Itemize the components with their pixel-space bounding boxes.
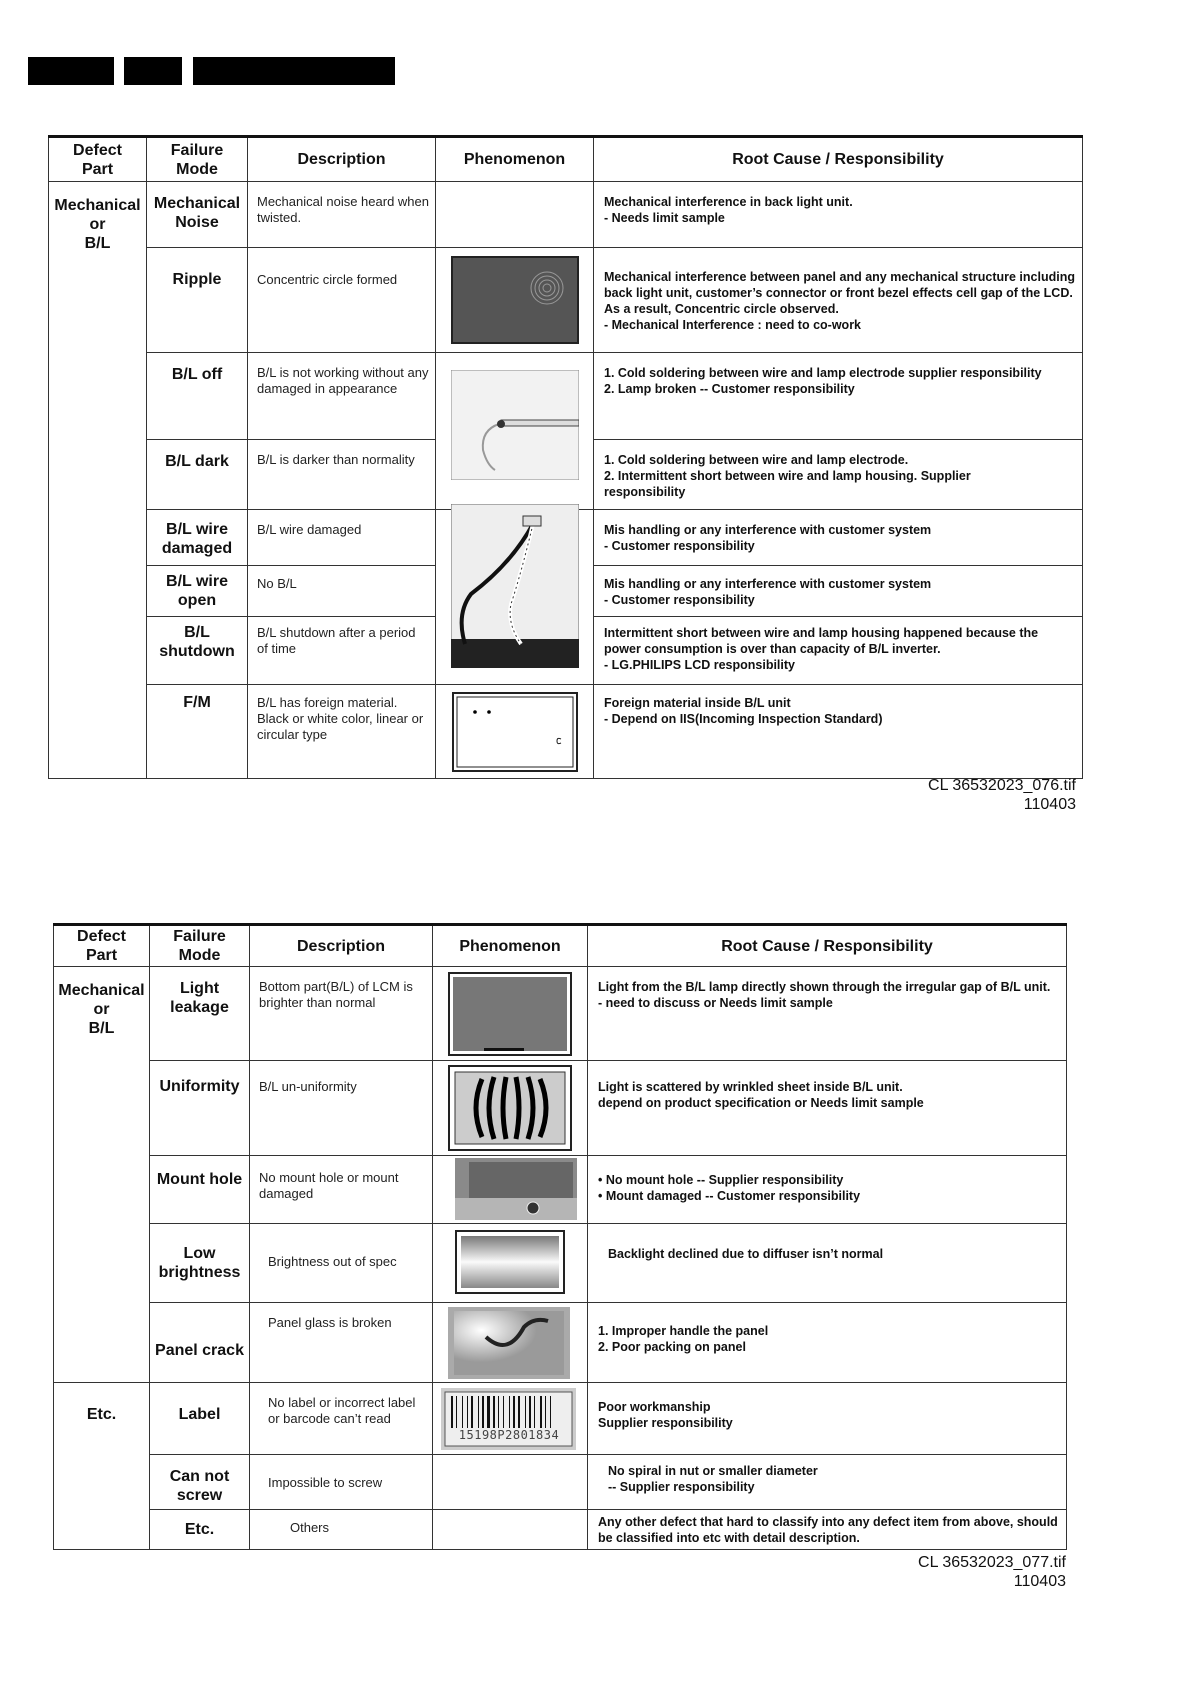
table-row xyxy=(54,1303,1067,1383)
failure-mode: Ripple xyxy=(147,248,248,353)
table-row xyxy=(54,1224,1067,1303)
phenomenon-cell xyxy=(433,1156,588,1224)
defect-table-2 xyxy=(53,923,1067,1550)
low-brightness-image xyxy=(455,1230,565,1294)
barcode-text: 15198P2801834 xyxy=(458,1428,560,1442)
description: No B/L xyxy=(248,566,436,617)
table-row xyxy=(54,1510,1067,1550)
phenomenon-cell xyxy=(433,1061,588,1156)
phenomenon-cell xyxy=(433,1224,588,1303)
failure-mode: B/L off xyxy=(147,353,248,440)
failure-mode: Panel crack xyxy=(150,1303,250,1383)
failure-mode: Uniformity xyxy=(150,1061,250,1156)
col-root-cause: Root Cause / Responsibility xyxy=(594,137,1083,182)
footer-2 xyxy=(790,1553,1066,1591)
phenomenon-cell xyxy=(436,248,594,353)
description: Concentric circle formed xyxy=(248,248,436,353)
col-failure-mode: Failure Mode xyxy=(150,925,250,967)
root-cause: Mechanical interference in back light unit. - Needs limit sample xyxy=(594,182,1083,248)
col-defect-part: Defect Part xyxy=(49,137,147,182)
failure-mode: B/L dark xyxy=(147,440,248,510)
description: B/L is darker than normality xyxy=(248,440,436,510)
phenomenon-cell xyxy=(433,1383,588,1455)
failure-mode: Low brightness xyxy=(150,1224,250,1303)
description: B/L has foreign material. Black or white color, linear or circular type xyxy=(248,685,436,779)
header-bar-3 xyxy=(193,57,395,85)
footer-file-2: CL 36532023_077.tif xyxy=(918,1554,1066,1571)
defect-part-cell: Mechanical or B/L xyxy=(49,182,147,779)
col-root-cause: Root Cause / Responsibility xyxy=(588,925,1067,967)
phenomenon-cell xyxy=(436,353,594,510)
table-row xyxy=(54,1455,1067,1510)
failure-mode: Can not screw xyxy=(150,1455,250,1510)
failure-mode: Label xyxy=(150,1383,250,1455)
root-cause: Backlight declined due to diffuser isn’t normal xyxy=(588,1224,1067,1303)
footer-1 xyxy=(800,776,1076,814)
failure-mode: B/L shutdown xyxy=(147,617,248,685)
failure-mode: Etc. xyxy=(150,1510,250,1550)
description: Bottom part(B/L) of LCM is brighter than normal xyxy=(250,967,433,1061)
root-cause: • No mount hole -- Supplier responsibility • Mount damaged -- Customer responsibility xyxy=(588,1156,1067,1224)
footer-date-1: 110403 xyxy=(1023,796,1076,813)
root-cause: Poor workmanship Supplier responsibility xyxy=(588,1383,1067,1455)
phenomenon-cell xyxy=(433,1455,588,1510)
description: No mount hole or mount damaged xyxy=(250,1156,433,1224)
failure-mode: Light leakage xyxy=(150,967,250,1061)
lamp-wire-image xyxy=(451,370,579,480)
table-row xyxy=(49,510,1083,566)
table-row xyxy=(49,685,1083,779)
table-row xyxy=(54,1383,1067,1455)
root-cause: Mis handling or any interference with customer system - Customer responsibility xyxy=(594,510,1083,566)
root-cause: 1. Cold soldering between wire and lamp electrode supplier responsibility 2. Lamp broken -- Customer responsibility xyxy=(594,353,1083,440)
root-cause: No spiral in nut or smaller diameter -- Supplier responsibility xyxy=(588,1455,1067,1510)
failure-mode: B/L wire damaged xyxy=(147,510,248,566)
description: No label or incorrect label or barcode can’t read xyxy=(250,1383,433,1455)
phenomenon-cell xyxy=(433,1510,588,1550)
phenomenon-cell xyxy=(436,685,594,779)
failure-mode: Mount hole xyxy=(150,1156,250,1224)
phenomenon-cell xyxy=(433,967,588,1061)
footer-file-1: CL 36532023_076.tif xyxy=(928,777,1076,794)
phenomenon-cell xyxy=(433,1303,588,1383)
description: Mechanical noise heard when twisted. xyxy=(248,182,436,248)
description: Others xyxy=(250,1510,433,1550)
light-leakage-image xyxy=(448,972,572,1056)
header-bar-2 xyxy=(124,57,182,85)
ripple-panel-image xyxy=(451,256,579,344)
description: B/L shutdown after a period of time xyxy=(248,617,436,685)
failure-mode: B/L wire open xyxy=(147,566,248,617)
uniformity-image xyxy=(448,1065,572,1151)
root-cause: Light is scattered by wrinkled sheet inside B/L unit. depend on product specification or Needs limit sample xyxy=(588,1061,1067,1156)
root-cause: Foreign material inside B/L unit - Depend on IIS(Incoming Inspection Standard) xyxy=(594,685,1083,779)
description: Brightness out of spec xyxy=(250,1224,433,1303)
foreign-material-image xyxy=(451,691,579,773)
description: B/L is not working without any damaged in appearance xyxy=(248,353,436,440)
col-description: Description xyxy=(248,137,436,182)
defect-part-cell: Etc. xyxy=(54,1383,150,1550)
failure-mode: F/M xyxy=(147,685,248,779)
table-row xyxy=(54,1061,1067,1156)
table-row xyxy=(49,182,1083,248)
description: B/L un-uniformity xyxy=(250,1061,433,1156)
col-phenomenon: Phenomenon xyxy=(436,137,594,182)
col-failure-mode: Failure Mode xyxy=(147,137,248,182)
failure-mode: Mechanical Noise xyxy=(147,182,248,248)
phenomenon-cell xyxy=(436,182,594,248)
defect-table-1 xyxy=(48,135,1083,779)
header-bar-1 xyxy=(28,57,114,85)
root-cause: 1. Improper handle the panel 2. Poor packing on panel xyxy=(588,1303,1067,1383)
root-cause: Any other defect that hard to classify into any defect item from above, should be classified into etc with detail description. xyxy=(588,1510,1067,1550)
wire-damaged-image xyxy=(451,504,579,668)
description: Panel glass is broken xyxy=(250,1303,433,1383)
footer-date-2: 110403 xyxy=(1013,1573,1066,1590)
panel-crack-image xyxy=(448,1307,570,1379)
col-defect-part: Defect Part xyxy=(54,925,150,967)
table-row xyxy=(49,248,1083,353)
root-cause: Intermittent short between wire and lamp housing happened because the power consumption is over than capacity of B/L inverter. - LG.PHILIPS LCD responsibility xyxy=(594,617,1083,685)
description: Impossible to screw xyxy=(250,1455,433,1510)
root-cause: Mechanical interference between panel and any mechanical structure including back light unit, customer’s connector or front bezel effects cell gap of the LCD. As a result, Concentric circle observed. - Mechanical Interference : need to co-work xyxy=(594,248,1083,353)
table-row xyxy=(54,967,1067,1061)
description: B/L wire damaged xyxy=(248,510,436,566)
root-cause: Mis handling or any interference with customer system - Customer responsibility xyxy=(594,566,1083,617)
root-cause: Light from the B/L lamp directly shown through the irregular gap of B/L unit. - need to discuss or Needs limit sample xyxy=(588,967,1067,1061)
table-row xyxy=(49,353,1083,440)
mount-hole-image xyxy=(455,1158,577,1220)
root-cause: 1. Cold soldering between wire and lamp electrode. 2. Intermittent short between wire and lamp housing. Supplier responsibility xyxy=(594,440,1083,510)
col-phenomenon: Phenomenon xyxy=(433,925,588,967)
table-row xyxy=(54,1156,1067,1224)
col-description: Description xyxy=(250,925,433,967)
defect-part-cell: Mechanical or B/L xyxy=(54,967,150,1383)
phenomenon-cell xyxy=(436,510,594,685)
